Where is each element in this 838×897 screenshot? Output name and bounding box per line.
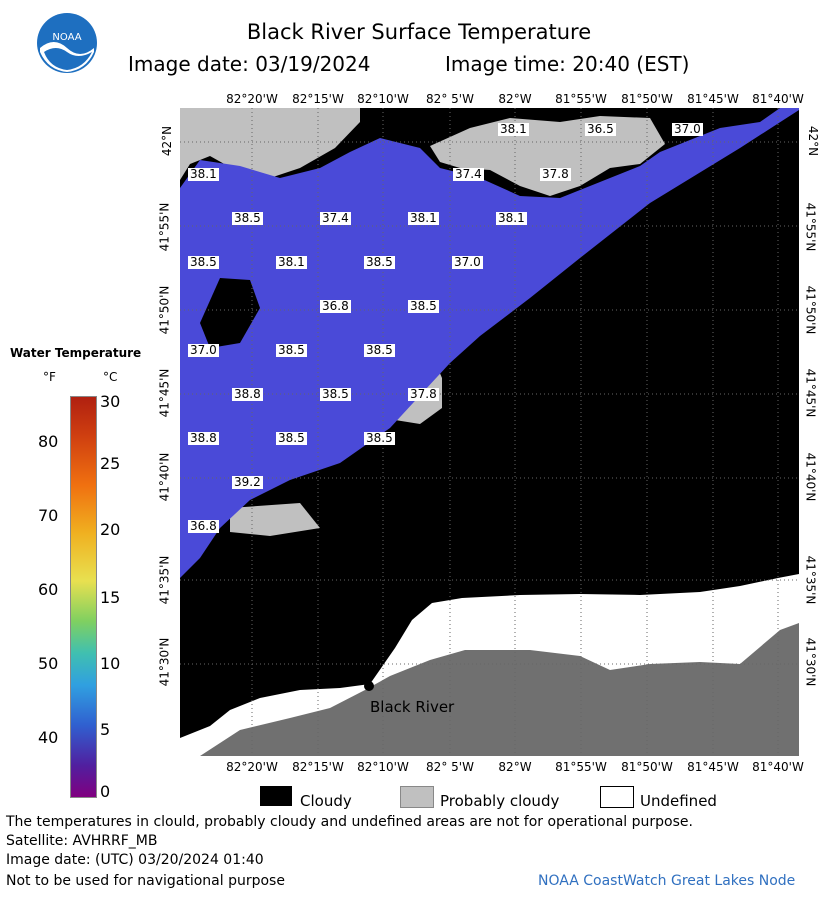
color-scale-bar (70, 396, 97, 798)
temp-label: 37.0 (454, 255, 481, 269)
c-tick: 10 (100, 654, 121, 673)
lon-label: 81°45'W (687, 760, 739, 774)
temp-label: 38.1 (498, 211, 525, 225)
satellite-text: Satellite: AVHRRF_MB (6, 833, 158, 849)
lat-label: 41°40'N (803, 452, 818, 502)
temp-label: 37.4 (455, 167, 482, 181)
lon-label: 82°10'W (357, 760, 409, 774)
lat-label: 41°35'N (157, 555, 172, 605)
temp-label: 38.1 (278, 255, 305, 269)
legend-unit-c: °C (103, 370, 118, 384)
lon-label: 82° 5'W (426, 760, 474, 774)
temp-label: 38.5 (234, 211, 261, 225)
lon-label: 81°45'W (687, 92, 739, 106)
temp-label: 38.5 (278, 431, 305, 445)
undefined-label: Undefined (640, 792, 717, 810)
lat-label: 41°50'N (157, 285, 172, 335)
lon-label: 82° 5'W (426, 92, 474, 106)
lat-label: 42°N (160, 125, 175, 157)
temp-label: 38.5 (366, 343, 393, 357)
temp-label: 38.1 (500, 122, 527, 136)
temp-label: 37.0 (190, 343, 217, 357)
temp-label: 38.1 (190, 167, 217, 181)
map-svg (180, 108, 799, 756)
temp-label: 38.8 (190, 431, 217, 445)
lat-label: 41°45'N (803, 368, 818, 418)
lon-label: 81°50'W (621, 760, 673, 774)
black-river-label: Black River (370, 698, 455, 716)
temp-label: 39.2 (234, 475, 261, 489)
f-tick: 60 (38, 580, 59, 599)
undefined-swatch (600, 786, 634, 808)
lon-label: 82°20'W (226, 92, 278, 106)
temp-label: 37.0 (674, 122, 701, 136)
lon-label: 81°55'W (555, 92, 607, 106)
temp-label: 38.5 (410, 299, 437, 313)
f-tick: 40 (38, 728, 59, 747)
temp-label: 38.1 (410, 211, 437, 225)
credit-text: NOAA CoastWatch Great Lakes Node (538, 873, 796, 889)
disclaimer-text: The temperatures in clould, probably cloudy and undefined areas are not for operational purpose. (6, 814, 693, 830)
temp-label: 37.4 (322, 211, 349, 225)
c-tick: 0 (100, 782, 111, 801)
temp-label: 38.5 (278, 343, 305, 357)
c-tick: 30 (100, 392, 121, 411)
logo-text: NOAA (52, 32, 82, 43)
lat-label: 41°30'N (157, 637, 172, 687)
c-tick: 25 (100, 454, 121, 473)
temp-label: 38.5 (366, 255, 393, 269)
lon-label: 82°10'W (357, 92, 409, 106)
lat-label: 41°50'N (803, 285, 818, 335)
lat-label: 41°55'N (157, 202, 172, 252)
legend-unit-f: °F (43, 370, 56, 384)
page-title: Black River Surface Temperature (246, 20, 592, 44)
lon-label: 81°40'W (752, 92, 804, 106)
temp-label: 38.8 (234, 387, 261, 401)
temp-label: 38.5 (322, 387, 349, 401)
f-tick: 70 (38, 506, 59, 525)
c-tick: 5 (100, 720, 111, 739)
image-time: Image time: 20:40 (EST) (445, 52, 690, 76)
temp-label: 38.5 (190, 255, 217, 269)
probably-cloudy-label: Probably cloudy (440, 792, 560, 810)
lon-label: 82°20'W (226, 760, 278, 774)
temp-label: 37.8 (410, 387, 437, 401)
lat-label: 41°30'N (803, 637, 818, 687)
c-tick: 20 (100, 520, 121, 539)
f-tick: 50 (38, 654, 59, 673)
c-tick: 15 (100, 588, 121, 607)
lat-label: 41°45'N (157, 368, 172, 418)
lon-label: 81°55'W (555, 760, 607, 774)
probably-cloudy-swatch (400, 786, 434, 808)
temp-label: 36.8 (190, 519, 217, 533)
cloudy-label: Cloudy (300, 792, 352, 810)
f-tick: 80 (38, 432, 59, 451)
navigation-warning: Not to be used for navigational purpose (6, 873, 285, 889)
lat-label: 41°55'N (803, 202, 818, 252)
cloudy-swatch (260, 786, 292, 806)
lat-label: 42°N (806, 125, 821, 157)
lon-label: 82°W (498, 760, 532, 774)
lon-label: 81°50'W (621, 92, 673, 106)
legend-title: Water Temperature (10, 346, 142, 360)
lon-label: 82°W (498, 92, 532, 106)
lat-label: 41°40'N (157, 452, 172, 502)
lon-label: 82°15'W (292, 92, 344, 106)
lat-label: 41°35'N (803, 555, 818, 605)
map-area[interactable] (180, 108, 799, 756)
temp-label: 36.5 (587, 122, 614, 136)
lon-label: 81°40'W (752, 760, 804, 774)
utc-date-text: Image date: (UTC) 03/20/2024 01:40 (6, 852, 264, 868)
temp-label: 36.8 (322, 299, 349, 313)
lon-label: 82°15'W (292, 760, 344, 774)
black-river-marker (364, 681, 374, 691)
temp-label: 37.8 (542, 167, 569, 181)
image-date: Image date: 03/19/2024 (128, 52, 371, 76)
temp-label: 38.5 (366, 431, 393, 445)
